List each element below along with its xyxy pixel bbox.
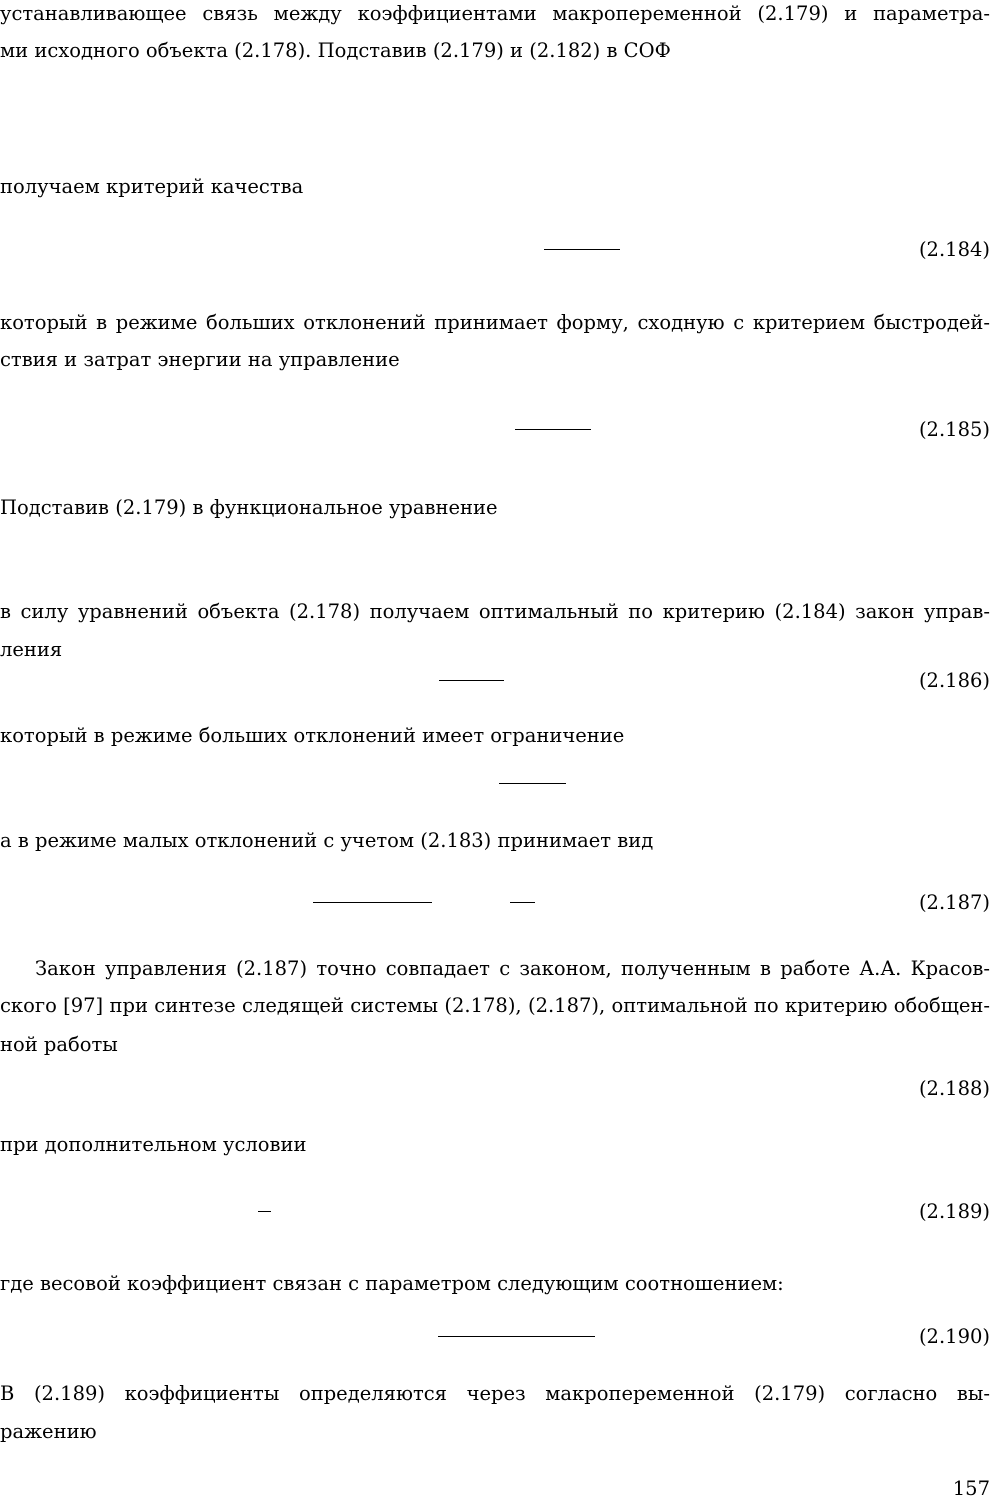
fraction-bar xyxy=(438,1336,595,1337)
text-line-14: при дополнительном условии xyxy=(0,1133,307,1156)
text-line-11: Закон управления (2.187) точно совпадает с законом, полученным в работе А.А. Красов- xyxy=(35,957,990,980)
text-line-5: ствия и затрат энергии на управление xyxy=(0,348,400,371)
text-line-9: который в режиме больших отклонений имеет ограничение xyxy=(0,724,625,747)
fraction-bar xyxy=(515,429,591,430)
equation-number: (2.186) xyxy=(918,669,990,692)
equation-number: (2.187) xyxy=(918,891,990,914)
text-line-7: в силу уравнений объекта (2.178) получаем оптимальный по критерию (2.184) закон управ- xyxy=(0,600,990,623)
equation-number: (2.190) xyxy=(918,1325,990,1348)
equation-number: (2.184) xyxy=(918,238,990,261)
text-line-15: где весовой коэффициент связан с параметром следующим соотношением: xyxy=(0,1272,784,1295)
equation-number: (2.189) xyxy=(918,1200,990,1223)
text-line-1: устанавливающее связь между коэффициентами макропеременной (2.179) и параметра- xyxy=(0,2,990,25)
equation-number: (2.185) xyxy=(918,418,990,441)
text-line-2: ми исходного объекта (2.178). Подставив (2.179) и (2.182) в СОФ xyxy=(0,39,671,62)
text-line-16: В (2.189) коэффициенты определяются через макропеременной (2.179) согласно вы- xyxy=(0,1382,990,1405)
text-line-6: Подставив (2.179) в функциональное уравнение xyxy=(0,496,498,519)
text-line-13: ной работы xyxy=(0,1033,118,1056)
fraction-bar xyxy=(439,680,504,681)
fraction-bar xyxy=(258,1211,271,1212)
fraction-bar xyxy=(544,249,620,250)
text-line-10: а в режиме малых отклонений с учетом (2.183) принимает вид xyxy=(0,829,654,852)
equation-number: (2.188) xyxy=(918,1077,990,1100)
text-line-3: получаем критерий качества xyxy=(0,175,304,198)
page-number: 157 xyxy=(952,1477,990,1500)
text-line-8: ления xyxy=(0,638,63,661)
fraction-bar xyxy=(313,902,432,903)
text-line-4: который в режиме больших отклонений принимает форму, сходную с критерием быстродей- xyxy=(0,311,990,334)
fraction-bar xyxy=(510,902,535,903)
text-line-17: ражению xyxy=(0,1420,97,1443)
fraction-bar xyxy=(499,783,566,784)
text-line-12: ского [97] при синтезе следящей системы (2.178), (2.187), оптимальной по критерию обобщен- xyxy=(0,994,990,1017)
